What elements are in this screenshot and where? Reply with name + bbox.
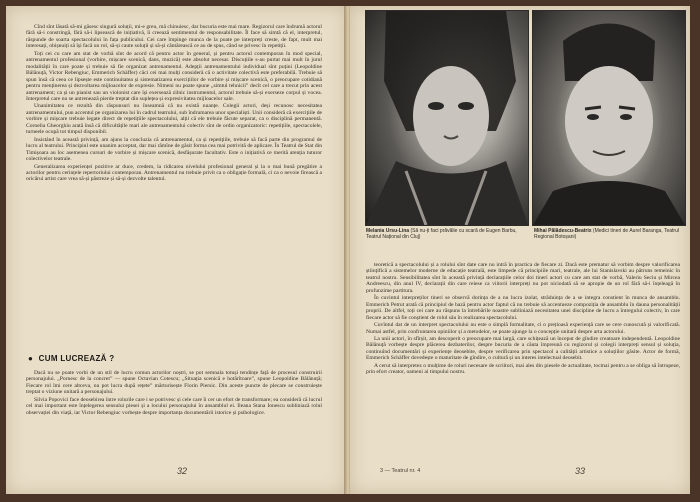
photo-actor [532, 10, 686, 226]
bullet-icon: ● [28, 354, 34, 363]
caption-text: (Să nu-ți faci prăvălie cu scară de Eugen Barbu, Teatrul Național din Cluj) [366, 228, 517, 240]
paragraph: În cuvintul interpreților tineri se observă dorința de a nu lucra izolat, străduința de a se integra constient în munca de ansamblu. Emmerich Petrut arată că principiul de bază pentru actor faptul că nu trebuie să accentueze compoziția de ansamblu în dauna personalității proprii. De altfel, toți cei care au răspuns la întrebările noastre subliniază necesitatea unei discipline de lucru a întregului colectiv, în care fiecare actor să fie conștient de rolul său în realizarea spectacolului. [366, 295, 680, 321]
section-body [26, 370, 322, 458]
left-page-body [26, 24, 322, 350]
paragraph: Silvia Popovici face deosebirea între rolurile care i se potrivesc și cele care îi cer un efort de transformare; ea consideră că lucrul cel mai important este înțelegerea sensului piesei și a locului personajului în ansamblul ei. Ileana Stana Ionescu subliniază rolul observației din viață, iar Victor Rebengiuc vorbește despre importanța documentării istorice și psihologice. [26, 396, 322, 416]
paragraph: teoretică a spectacolului și a rolului sînt date care nu intră în practica de fiecare zi. Dacă este prematur să vorbim despre valorificarea științifică a sistemelor moderne de educație teatrală, este limpede că principiile mari, teatrale, ale lui Stanislavski au pătruns temeinic în teatrul nostru. Sensibilitatea sînt în această privință declarațiile celor doi tineri actori cu care am stat de vorbă, Valeriu Seciu și Mircea Andreescu, din anul IV, declarații din care reiese ca viitorii interpreți nu pot niciodată să se apropie de un rol fără să-i înțeleagă în profunzime partitura. [366, 262, 680, 294]
paragraph: Toți cei cu care am stat de vorbă sînt de acord că pentru actor în general, și pentru actorul contemporan în mod special, antrenamentul profesional (vorbire, mișcare scenică, dans, muzică) este absolut necesar. Discuțiile s-au purtat mai mult în jurul modalității în care poate și trebuie să fie organizat antrenamentul. Adepții antrenamentului individual sînt puțini (Leopoldine Bălănuță, Victor Rebengiuc, Emmerich Schäffer) căci cei mai mulți consideră că o activitate colectivă este preferabilă. Trebuie să spun însă că ceea ce lipsește este continuitatea și sistematizarea exercițiilor de vorbire și mișcare scenică, o preocupare cotidiană pentru menținerea și dezvoltarea mijloacelor de expresie. Nimeni nu poate spune „simtul tehnicii” decît cel care a trecut prin acest antrenament; ca și un pianist sau un violonist care își exersează zilnic instrumentul, actorul trebuie să-și exerseze corpul și vocea. Interpretul care nu se antrenează pierde treptat din suplețea și expresivitatea mijloacelor sale. [26, 50, 322, 102]
caption-name: Melania Ursu-Lina [366, 228, 410, 234]
paragraph: Cuvîntul dat de un interpret spectacolului nu este o simplă formalitate, ci o prețioasă experiență care se cere cunoscută și valorificată. Numai astfel, prin confruntarea opiniilor și a metodelor, se poate ajunge la o concepție unitară despre arta actorului. [366, 322, 680, 335]
paragraph: Insistând în această privință, am ajuns la concluzia că antrenamentul, ca și repetițiile, trebuie să facă parte din programul de lucru al teatrului. Principiul este unanim acceptat, dar mai rămîne de găsit forma cea mai potrivită de aplicare. În Teatrul de Stat din Timișoara au loc asemenea cursuri de vorbire și mișcare scenică, desfășurate facultativ. Este o inițiativă ce merită atenția tuturor colectivelor teatrale. [26, 136, 322, 163]
paragraph: Unanimitatea ce rezultă din răspunsuri nu înseamnă că nu există nuanțe. Colegii actori, deși recunosc necesitatea antrenamentului, pun accentul pe organizarea lui în cadrul teatrului, sub îndrumarea unor specialiști. Unii consideră că exercițiile de vorbire și mișcare trebuie legate direct de repetițiile spectacolului, alții că ele trebuie făcute separat, ca o disciplină permanentă. Cornelia Gheorghiu arată însă că dificultățile mari ale antrenamentului colectiv sînt de ordin organizatoric: repetițiile, spectacolele, turneele ocupă tot timpul disponibil. [26, 103, 322, 136]
photo-caption-1 [366, 228, 526, 240]
right-page-body [366, 262, 680, 458]
paragraph: Generalizarea experienței pozitive ar duce, credem, la ridicarea nivelului profesional general și la o mai bună pregătire a actorilor pentru cerințele repertoriului contemporan. Antrenamentul nu trebuie privit ca o obligație formală, ci ca o nevoie firească a oricărui artist care vrea să-și păstreze și să-și dezvolte talentul. [26, 163, 322, 183]
page-number-left: 32 [177, 466, 188, 476]
paragraph: La unii actori, în sfîrșit, am descoperit o preocupare mai largă, care schițează un început de gîndire creatoare independentă. Leopoldine Bălănuță vorbește despre plăcerea dezbaterilor, despre bucuria de a căuta împreună cu regizorul și colegii interpreți sensul și soluția, continuînd documentări și experiențe deosebite, despre verificarea prin spectacol a calității artistice a soluțiilor găsite. Actor de formă, Emmerich Schäffer dovedește o maturitate de gîndire, o cultură și un interes intelectual deosebit. [366, 335, 680, 362]
paragraph: A cerut să interpretez o mulțime de roluri necesare de scriitori, mai ales din piesele de actualitate, tocmai pentru a se obliga să întrupeze, prin efort creator, oameni ai timpului nostru. [366, 362, 680, 376]
paragraph: Cînd sînt lăsată să-mi găsesc singură soluții, mi-e greu, mă chinuiesc, dar bucuria este mai mare. Regizorul care îndrumă actorul fără să-i constringă, fără să-i lipsească de inițiativă, îi creează sentimentul de responsabilitate. Îl face să simtă că el, interpretul, răspunde de soarta spectacolului în fața publicului. Cei care împinge munca de la poate pe interpreți creste, de fapt, mult mai interesați, obișnuiți să își facă un rol, să-și caute soluții și să-și cântărească ce au de spus, când se privesc în repetiții. [26, 24, 322, 50]
caption-text: (Medici tineri de Aurel Baranga, Teatrul Regional Botoșani) [534, 228, 679, 240]
footer-note: 3 — Teatrul nr. 4 [380, 468, 421, 474]
paragraph: Dacă nu se poate vorbi de un stil de lucru comun actorilor noștri, se pot semnala totuși tendințe față de procesul construirii personajului. „Pornesc de la concret” — spune Octavian Cotescu; „Situația scenică e hotărîtoare”, spune Leopoldine Bălănuță; Fiecare rol îmi cere altceva, nu pot lucra după rețete” mărturisește Florin Piersic. Din aceste puncte de plecare se construiește treptat o viziune unitară a personajului. [26, 370, 322, 396]
actor-portrait-illustration [533, 11, 685, 225]
photo-caption-2 [534, 228, 684, 240]
photo-actress [365, 10, 529, 226]
page-number-right: 33 [575, 466, 586, 476]
section-heading-text: CUM LUCREAZĂ ? [38, 354, 115, 363]
actress-portrait-illustration [366, 11, 528, 225]
section-heading [28, 354, 114, 363]
caption-name: Mihai Pălădescu-Beatrix [534, 228, 592, 234]
